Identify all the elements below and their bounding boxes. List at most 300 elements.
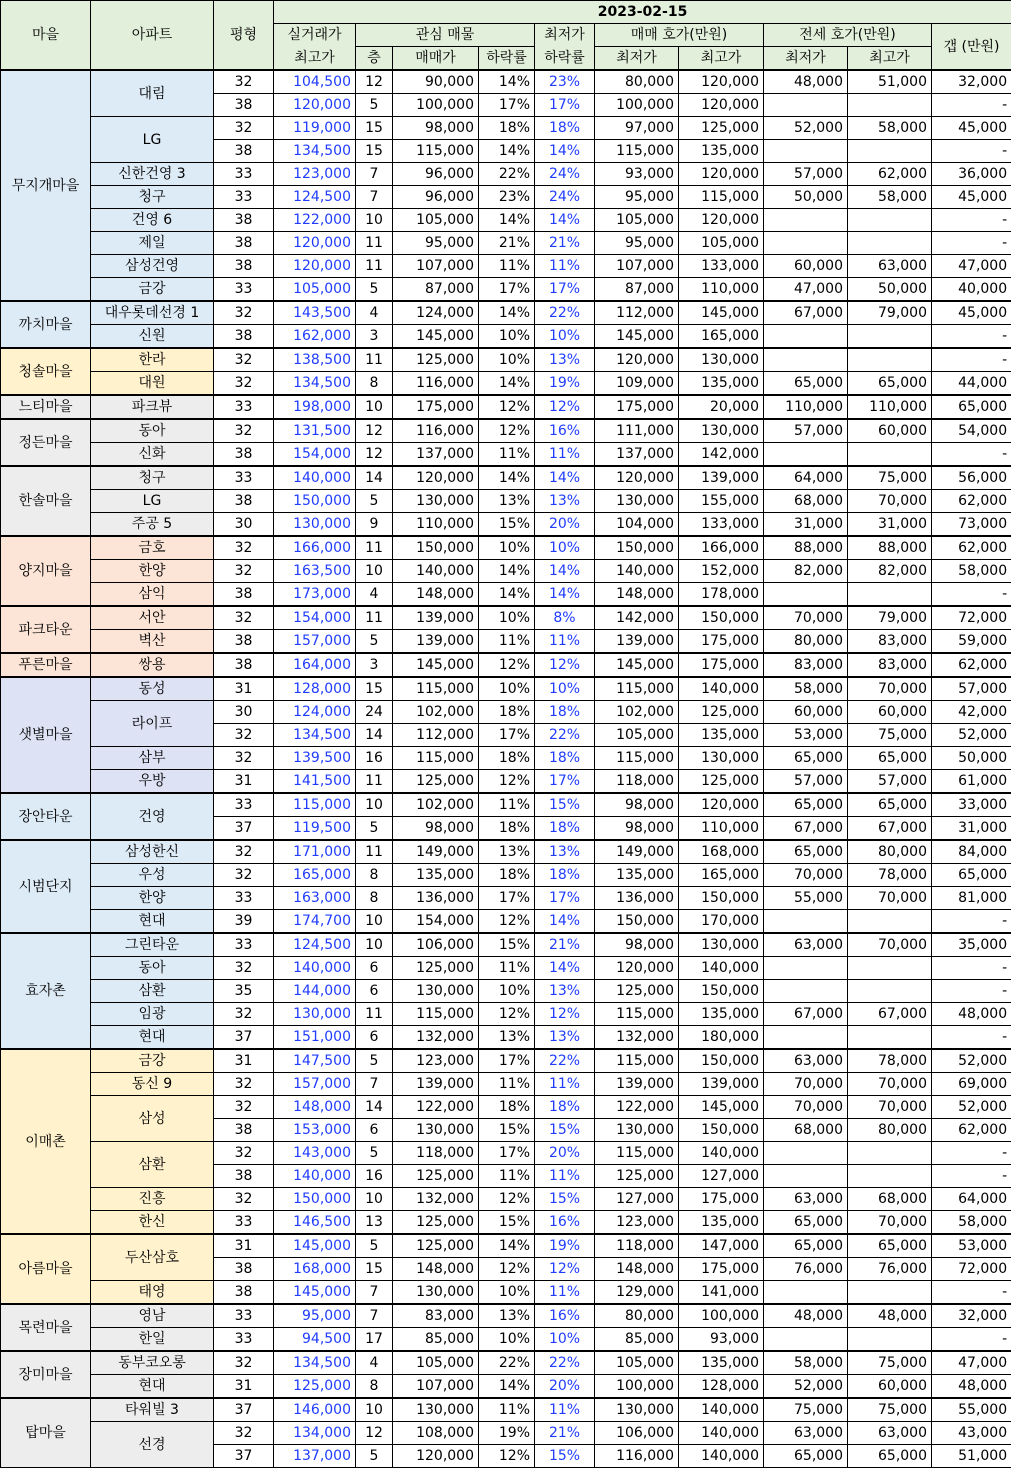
jeonse-max-cell: 83,000	[848, 653, 932, 677]
gap-cell: -	[932, 1165, 1011, 1188]
floor-cell: 12	[356, 70, 393, 94]
jeonse-min-cell	[764, 94, 848, 117]
pyeong-cell: 33	[214, 395, 274, 419]
gap-cell: -	[932, 1026, 1011, 1050]
pyeong-cell: 37	[214, 1026, 274, 1050]
pyeong-cell: 37	[214, 817, 274, 841]
actual-max-cell: 146,000	[274, 1398, 356, 1422]
lowest-drop-cell: 10%	[535, 536, 595, 560]
sale-min-cell: 122,000	[595, 1096, 679, 1119]
drop-rate-cell: 22%	[479, 163, 535, 186]
jeonse-max-cell: 48,000	[848, 1304, 932, 1328]
sale-min-cell: 115,000	[595, 747, 679, 770]
floor-cell: 14	[356, 466, 393, 490]
sale-min-cell: 142,000	[595, 606, 679, 630]
floor-cell: 6	[356, 1026, 393, 1050]
drop-rate-cell: 11%	[479, 1165, 535, 1188]
jeonse-min-cell: 70,000	[764, 1073, 848, 1096]
jeonse-min-cell: 57,000	[764, 163, 848, 186]
pyeong-cell: 33	[214, 163, 274, 186]
sale-max-cell: 139,000	[679, 1073, 764, 1096]
gap-cell: 52,000	[932, 1096, 1011, 1119]
actual-max-cell: 154,000	[274, 606, 356, 630]
actual-max-cell: 144,000	[274, 980, 356, 1003]
floor-cell: 4	[356, 301, 393, 325]
actual-max-cell: 94,500	[274, 1328, 356, 1352]
sale-min-cell: 125,000	[595, 1165, 679, 1188]
actual-max-cell: 145,000	[274, 1234, 356, 1258]
floor-cell: 14	[356, 1096, 393, 1119]
apartment-cell: 청구	[91, 186, 214, 209]
jeonse-min-cell: 52,000	[764, 1375, 848, 1399]
pyeong-cell: 38	[214, 140, 274, 163]
apartment-cell: 신원	[91, 325, 214, 349]
lowest-drop-cell: 11%	[535, 1073, 595, 1096]
sale-max-cell: 152,000	[679, 560, 764, 583]
actual-max-cell: 119,000	[274, 117, 356, 140]
drop-rate-cell: 12%	[479, 1445, 535, 1468]
gap-cell: -	[932, 1142, 1011, 1165]
gap-cell: -	[932, 443, 1011, 467]
gap-cell: 57,000	[932, 677, 1011, 701]
gap-cell: 45,000	[932, 117, 1011, 140]
jeonse-min-cell: 55,000	[764, 887, 848, 910]
jeonse-max-cell	[848, 94, 932, 117]
sale-max-cell: 139,000	[679, 466, 764, 490]
jeonse-min-cell: 88,000	[764, 536, 848, 560]
village-cell: 한솔마을	[1, 466, 91, 536]
table-row	[1, 163, 1011, 186]
apartment-cell: 쌍용	[91, 653, 214, 677]
sale-price-cell: 135,000	[393, 864, 479, 887]
actual-max-cell: 166,000	[274, 536, 356, 560]
drop-rate-cell: 14%	[479, 301, 535, 325]
jeonse-min-cell: 65,000	[764, 1234, 848, 1258]
pyeong-cell: 30	[214, 513, 274, 537]
village-cell: 정든마을	[1, 419, 91, 466]
gap-cell: -	[932, 957, 1011, 980]
pyeong-cell: 33	[214, 1328, 274, 1352]
jeonse-min-cell: 82,000	[764, 560, 848, 583]
sale-price-cell: 100,000	[393, 94, 479, 117]
jeonse-max-cell: 65,000	[848, 747, 932, 770]
sale-min-cell: 97,000	[595, 117, 679, 140]
sale-min-cell: 137,000	[595, 443, 679, 467]
sale-min-cell: 95,000	[595, 186, 679, 209]
gap-cell: 62,000	[932, 1119, 1011, 1142]
actual-max-cell: 124,500	[274, 186, 356, 209]
drop-rate-cell: 10%	[479, 677, 535, 701]
apartment-cell: 삼부	[91, 747, 214, 770]
pyeong-cell: 38	[214, 94, 274, 117]
header-sale-ask: 매매 호가(만원)	[595, 24, 764, 47]
village-cell: 무지개마을	[1, 70, 91, 301]
lowest-drop-cell: 12%	[535, 1003, 595, 1026]
sale-min-cell: 120,000	[595, 466, 679, 490]
sale-max-cell: 175,000	[679, 630, 764, 654]
drop-rate-cell: 10%	[479, 606, 535, 630]
sale-min-cell: 115,000	[595, 140, 679, 163]
gap-cell: -	[932, 910, 1011, 934]
sale-min-cell: 145,000	[595, 653, 679, 677]
jeonse-min-cell: 58,000	[764, 677, 848, 701]
apartment-cell: 삼성한신	[91, 840, 214, 864]
table-row	[1, 117, 1011, 140]
gap-cell: 43,000	[932, 1422, 1011, 1445]
lowest-drop-cell: 19%	[535, 1234, 595, 1258]
gap-cell: 35,000	[932, 933, 1011, 957]
gap-cell: 42,000	[932, 701, 1011, 724]
sale-min-cell: 80,000	[595, 70, 679, 94]
gap-cell: 56,000	[932, 466, 1011, 490]
table-body	[1, 70, 1011, 1468]
actual-max-cell: 125,000	[274, 1375, 356, 1399]
drop-rate-cell: 12%	[479, 1188, 535, 1211]
sale-max-cell: 127,000	[679, 1165, 764, 1188]
sale-price-cell: 125,000	[393, 770, 479, 794]
floor-cell: 10	[356, 560, 393, 583]
table-row	[1, 490, 1011, 513]
sale-price-cell: 137,000	[393, 443, 479, 467]
sale-min-cell: 105,000	[595, 209, 679, 232]
sale-min-cell: 100,000	[595, 94, 679, 117]
jeonse-max-cell: 80,000	[848, 840, 932, 864]
gap-cell: 32,000	[932, 70, 1011, 94]
sale-min-cell: 149,000	[595, 840, 679, 864]
gap-cell: 51,000	[932, 1445, 1011, 1468]
sale-min-cell: 116,000	[595, 1445, 679, 1468]
jeonse-max-cell: 51,000	[848, 70, 932, 94]
sale-price-cell: 125,000	[393, 1234, 479, 1258]
sale-price-cell: 115,000	[393, 747, 479, 770]
drop-rate-cell: 12%	[479, 395, 535, 419]
actual-max-cell: 134,000	[274, 1422, 356, 1445]
sale-price-cell: 130,000	[393, 1119, 479, 1142]
sale-price-cell: 122,000	[393, 1096, 479, 1119]
apartment-cell: 한양	[91, 887, 214, 910]
sale-max-cell: 115,000	[679, 186, 764, 209]
header-sale-min: 최저가	[595, 47, 679, 71]
drop-rate-cell: 18%	[479, 117, 535, 140]
gap-cell: -	[932, 325, 1011, 349]
sale-price-cell: 125,000	[393, 1165, 479, 1188]
table-row	[1, 1188, 1011, 1211]
sale-max-cell: 135,000	[679, 140, 764, 163]
pyeong-cell: 32	[214, 1188, 274, 1211]
floor-cell: 7	[356, 186, 393, 209]
actual-max-cell: 104,500	[274, 70, 356, 94]
gap-cell: -	[932, 1281, 1011, 1305]
jeonse-min-cell: 63,000	[764, 1188, 848, 1211]
actual-max-cell: 119,500	[274, 817, 356, 841]
gap-cell: 45,000	[932, 301, 1011, 325]
drop-rate-cell: 12%	[479, 1003, 535, 1026]
lowest-drop-cell: 13%	[535, 840, 595, 864]
jeonse-max-cell: 110,000	[848, 395, 932, 419]
lowest-drop-cell: 15%	[535, 1445, 595, 1468]
jeonse-min-cell: 48,000	[764, 70, 848, 94]
lowest-drop-cell: 22%	[535, 724, 595, 747]
apartment-cell: 벽산	[91, 630, 214, 654]
actual-max-cell: 150,000	[274, 1188, 356, 1211]
jeonse-min-cell: 65,000	[764, 840, 848, 864]
floor-cell: 5	[356, 1445, 393, 1468]
jeonse-min-cell: 68,000	[764, 490, 848, 513]
table-row	[1, 1142, 1011, 1165]
jeonse-min-cell: 67,000	[764, 817, 848, 841]
gap-cell: -	[932, 94, 1011, 117]
gap-cell: 61,000	[932, 770, 1011, 794]
pyeong-cell: 38	[214, 583, 274, 607]
table-row	[1, 232, 1011, 255]
apartment-cell: 동아	[91, 419, 214, 443]
village-cell: 탑마을	[1, 1398, 91, 1468]
floor-cell: 14	[356, 724, 393, 747]
lowest-drop-cell: 18%	[535, 701, 595, 724]
drop-rate-cell: 22%	[479, 1351, 535, 1375]
sale-min-cell: 115,000	[595, 677, 679, 701]
jeonse-max-cell: 58,000	[848, 117, 932, 140]
jeonse-max-cell	[848, 1281, 932, 1305]
floor-cell: 5	[356, 1142, 393, 1165]
gap-cell: 47,000	[932, 1351, 1011, 1375]
jeonse-min-cell: 47,000	[764, 278, 848, 302]
sale-price-cell: 107,000	[393, 255, 479, 278]
pyeong-cell: 32	[214, 606, 274, 630]
floor-cell: 6	[356, 1119, 393, 1142]
floor-cell: 5	[356, 278, 393, 302]
apartment-cell: 동부코오롱	[91, 1351, 214, 1375]
actual-max-cell: 140,000	[274, 957, 356, 980]
floor-cell: 15	[356, 140, 393, 163]
sale-price-cell: 87,000	[393, 278, 479, 302]
drop-rate-cell: 10%	[479, 325, 535, 349]
sale-max-cell: 147,000	[679, 1234, 764, 1258]
apartment-cell: 건영 6	[91, 209, 214, 232]
jeonse-min-cell: 67,000	[764, 301, 848, 325]
table-row	[1, 770, 1011, 794]
jeonse-max-cell: 70,000	[848, 490, 932, 513]
sale-min-cell: 130,000	[595, 490, 679, 513]
drop-rate-cell: 18%	[479, 701, 535, 724]
sale-min-cell: 120,000	[595, 957, 679, 980]
table-row	[1, 1003, 1011, 1026]
table-row	[1, 1073, 1011, 1096]
pyeong-cell: 31	[214, 677, 274, 701]
drop-rate-cell: 11%	[479, 1073, 535, 1096]
sale-min-cell: 80,000	[595, 1304, 679, 1328]
sale-min-cell: 130,000	[595, 1398, 679, 1422]
sale-price-cell: 139,000	[393, 1073, 479, 1096]
table-row	[1, 887, 1011, 910]
sale-max-cell: 125,000	[679, 117, 764, 140]
pyeong-cell: 32	[214, 1422, 274, 1445]
table-row	[1, 560, 1011, 583]
drop-rate-cell: 13%	[479, 490, 535, 513]
sale-max-cell: 145,000	[679, 1096, 764, 1119]
gap-cell: 64,000	[932, 1188, 1011, 1211]
gap-cell: 55,000	[932, 1398, 1011, 1422]
sale-max-cell: 135,000	[679, 1211, 764, 1235]
sale-max-cell: 140,000	[679, 957, 764, 980]
actual-max-cell: 120,000	[274, 94, 356, 117]
sale-min-cell: 111,000	[595, 419, 679, 443]
sale-max-cell: 120,000	[679, 163, 764, 186]
jeonse-max-cell: 60,000	[848, 1375, 932, 1399]
jeonse-min-cell	[764, 910, 848, 934]
floor-cell: 7	[356, 1073, 393, 1096]
drop-rate-cell: 12%	[479, 910, 535, 934]
sale-min-cell: 106,000	[595, 1422, 679, 1445]
pyeong-cell: 31	[214, 1234, 274, 1258]
sale-price-cell: 148,000	[393, 1258, 479, 1281]
apartment-cell: 선경	[91, 1422, 214, 1468]
sale-price-cell: 130,000	[393, 1281, 479, 1305]
sale-min-cell: 115,000	[595, 1142, 679, 1165]
lowest-drop-cell: 22%	[535, 1049, 595, 1073]
jeonse-max-cell: 70,000	[848, 1073, 932, 1096]
pyeong-cell: 32	[214, 419, 274, 443]
floor-cell: 11	[356, 1003, 393, 1026]
jeonse-max-cell: 79,000	[848, 606, 932, 630]
gap-cell: -	[932, 1328, 1011, 1352]
actual-max-cell: 174,700	[274, 910, 356, 934]
drop-rate-cell: 15%	[479, 513, 535, 537]
actual-max-cell: 151,000	[274, 1026, 356, 1050]
gap-cell: 53,000	[932, 1234, 1011, 1258]
sale-max-cell: 140,000	[679, 677, 764, 701]
floor-cell: 10	[356, 209, 393, 232]
sale-max-cell: 145,000	[679, 301, 764, 325]
sale-min-cell: 93,000	[595, 163, 679, 186]
sale-max-cell: 120,000	[679, 209, 764, 232]
apartment-cell: LG	[91, 117, 214, 163]
jeonse-max-cell: 62,000	[848, 163, 932, 186]
sale-max-cell: 133,000	[679, 513, 764, 537]
sale-max-cell: 168,000	[679, 840, 764, 864]
table-row	[1, 1328, 1011, 1352]
sale-min-cell: 139,000	[595, 630, 679, 654]
sale-price-cell: 125,000	[393, 1211, 479, 1235]
pyeong-cell: 37	[214, 1445, 274, 1468]
jeonse-min-cell: 50,000	[764, 186, 848, 209]
jeonse-min-cell: 63,000	[764, 933, 848, 957]
sale-min-cell: 120,000	[595, 348, 679, 372]
gap-cell: 32,000	[932, 1304, 1011, 1328]
drop-rate-cell: 17%	[479, 724, 535, 747]
sale-max-cell: 110,000	[679, 278, 764, 302]
sale-max-cell: 20,000	[679, 395, 764, 419]
pyeong-cell: 39	[214, 910, 274, 934]
apartment-cell: 두산삼호	[91, 1234, 214, 1281]
jeonse-min-cell	[764, 583, 848, 607]
village-cell: 푸른마을	[1, 653, 91, 677]
floor-cell: 7	[356, 163, 393, 186]
floor-cell: 16	[356, 1165, 393, 1188]
pyeong-cell: 38	[214, 209, 274, 232]
sale-price-cell: 110,000	[393, 513, 479, 537]
jeonse-min-cell: 53,000	[764, 724, 848, 747]
apartment-cell: 삼환	[91, 980, 214, 1003]
actual-max-cell: 137,000	[274, 1445, 356, 1468]
drop-rate-cell: 13%	[479, 1304, 535, 1328]
pyeong-cell: 38	[214, 1281, 274, 1305]
actual-max-cell: 139,500	[274, 747, 356, 770]
pyeong-cell: 33	[214, 887, 274, 910]
actual-max-cell: 124,500	[274, 933, 356, 957]
floor-cell: 12	[356, 443, 393, 467]
header-jeonse-min: 최저가	[764, 47, 848, 71]
header-lowest-bottom: 하락률	[535, 47, 595, 71]
actual-max-cell: 134,500	[274, 1351, 356, 1375]
pyeong-cell: 33	[214, 933, 274, 957]
drop-rate-cell: 18%	[479, 864, 535, 887]
lowest-drop-cell: 18%	[535, 117, 595, 140]
table-row	[1, 513, 1011, 537]
apartment-cell: 현대	[91, 1375, 214, 1399]
lowest-drop-cell: 20%	[535, 1142, 595, 1165]
jeonse-min-cell	[764, 1281, 848, 1305]
sale-max-cell: 105,000	[679, 232, 764, 255]
gap-cell: 69,000	[932, 1073, 1011, 1096]
drop-rate-cell: 10%	[479, 1281, 535, 1305]
jeonse-min-cell: 57,000	[764, 770, 848, 794]
lowest-drop-cell: 17%	[535, 770, 595, 794]
pyeong-cell: 33	[214, 278, 274, 302]
sale-min-cell: 105,000	[595, 1351, 679, 1375]
lowest-drop-cell: 18%	[535, 1096, 595, 1119]
table-row	[1, 70, 1011, 94]
jeonse-max-cell	[848, 443, 932, 467]
gap-cell: 36,000	[932, 163, 1011, 186]
actual-max-cell: 154,000	[274, 443, 356, 467]
table-row	[1, 1234, 1011, 1258]
jeonse-max-cell: 76,000	[848, 1258, 932, 1281]
sale-price-cell: 132,000	[393, 1026, 479, 1050]
jeonse-min-cell	[764, 957, 848, 980]
actual-max-cell: 120,000	[274, 255, 356, 278]
sale-price-cell: 115,000	[393, 677, 479, 701]
jeonse-min-cell: 70,000	[764, 1096, 848, 1119]
actual-max-cell: 153,000	[274, 1119, 356, 1142]
floor-cell: 11	[356, 840, 393, 864]
header-apartment: 아파트	[91, 1, 214, 71]
jeonse-max-cell: 78,000	[848, 864, 932, 887]
table-row	[1, 466, 1011, 490]
table-row	[1, 1211, 1011, 1235]
pyeong-cell: 32	[214, 1351, 274, 1375]
sale-max-cell: 130,000	[679, 419, 764, 443]
table-row	[1, 301, 1011, 325]
sale-max-cell: 175,000	[679, 1188, 764, 1211]
apartment-cell: 삼성건영	[91, 255, 214, 278]
sale-price-cell: 115,000	[393, 140, 479, 163]
apartment-cell: 금강	[91, 1049, 214, 1073]
lowest-drop-cell: 15%	[535, 1119, 595, 1142]
jeonse-min-cell: 76,000	[764, 1258, 848, 1281]
sale-max-cell: 150,000	[679, 887, 764, 910]
actual-max-cell: 140,000	[274, 1165, 356, 1188]
floor-cell: 11	[356, 348, 393, 372]
lowest-drop-cell: 24%	[535, 163, 595, 186]
table-row	[1, 1375, 1011, 1399]
jeonse-max-cell: 57,000	[848, 770, 932, 794]
drop-rate-cell: 14%	[479, 583, 535, 607]
apartment-cell: 청구	[91, 466, 214, 490]
jeonse-max-cell: 65,000	[848, 1234, 932, 1258]
drop-rate-cell: 17%	[479, 278, 535, 302]
table-row	[1, 186, 1011, 209]
